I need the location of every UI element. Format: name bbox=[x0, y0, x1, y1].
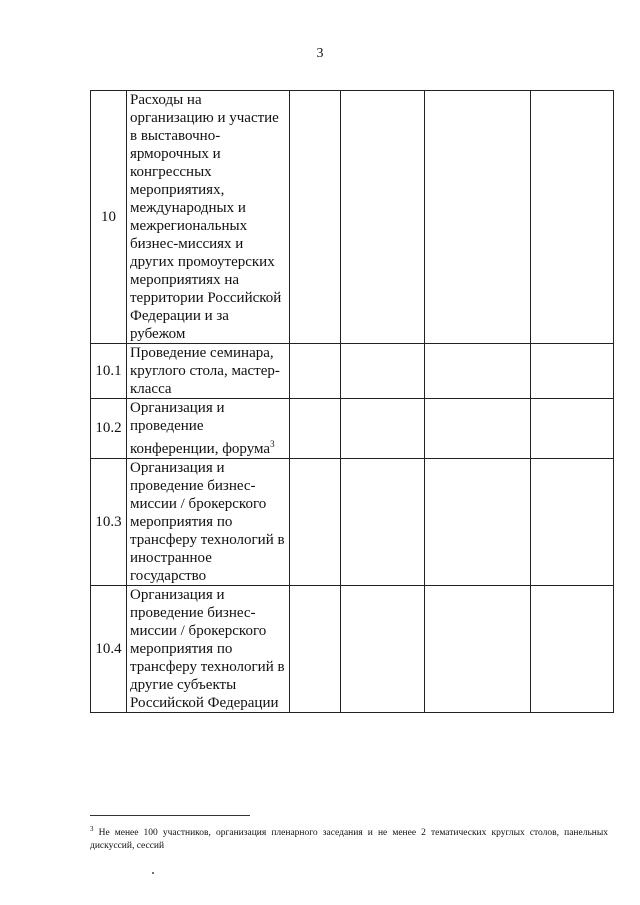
footnote-text: Не менее 100 участников, организация пленарного заседания и не менее 2 тематических круглых столов, панельных дискуссий, сессий bbox=[90, 828, 609, 852]
empty-cell bbox=[531, 344, 614, 399]
row-name: Проведение семинара, круглого стола, мастер-класса bbox=[130, 345, 280, 397]
empty-cell bbox=[290, 91, 341, 344]
table-row bbox=[91, 91, 614, 344]
row-name-cell bbox=[127, 344, 290, 399]
empty-cell bbox=[290, 586, 341, 713]
empty-cell bbox=[290, 344, 341, 399]
row-number: 10.2 bbox=[91, 399, 127, 459]
table-row bbox=[91, 344, 614, 399]
row-number: 10.1 bbox=[91, 344, 127, 399]
row-name: Организация и проведение бизнес-миссии / брокерского мероприятия по трансферу технологий в другие субъекты Российской Федерации bbox=[130, 587, 285, 711]
empty-cell bbox=[290, 399, 341, 459]
footnote bbox=[90, 823, 608, 853]
empty-cell bbox=[341, 344, 425, 399]
empty-cell bbox=[425, 586, 531, 713]
row-name: Организация и проведение конференции, форума bbox=[130, 400, 271, 457]
footnote-mark: 3 bbox=[90, 825, 94, 833]
footnote-reference: 3 bbox=[270, 439, 275, 449]
empty-cell bbox=[425, 459, 531, 586]
row-name-cell bbox=[127, 91, 290, 344]
empty-cell bbox=[425, 91, 531, 344]
row-name: Расходы на организацию и участие в выставочно-ярморочных и конгрессных мероприятиях, международных и межрегиональных бизнес-миссиях и других промоутерских мероприятиях на территории Российской Федерации и за рубежом bbox=[130, 92, 282, 342]
expense-table bbox=[90, 90, 614, 713]
empty-cell bbox=[341, 459, 425, 586]
row-name-cell bbox=[127, 459, 290, 586]
table-row bbox=[91, 586, 614, 713]
empty-cell bbox=[341, 399, 425, 459]
empty-cell bbox=[531, 459, 614, 586]
footnote-divider bbox=[90, 815, 250, 816]
row-name-cell bbox=[127, 586, 290, 713]
empty-cell bbox=[425, 399, 531, 459]
empty-cell bbox=[531, 91, 614, 344]
empty-cell bbox=[425, 344, 531, 399]
row-name-with-footnote bbox=[130, 399, 287, 458]
row-number: 10.3 bbox=[91, 459, 127, 586]
empty-cell bbox=[531, 586, 614, 713]
row-name-cell bbox=[127, 399, 290, 459]
table-row bbox=[91, 399, 614, 459]
empty-cell bbox=[290, 459, 341, 586]
row-number: 10.4 bbox=[91, 586, 127, 713]
page-number: 3 bbox=[316, 46, 324, 61]
empty-cell bbox=[341, 586, 425, 713]
empty-cell bbox=[341, 91, 425, 344]
row-number: 10 bbox=[91, 91, 127, 344]
table-row bbox=[91, 459, 614, 586]
scan-speck bbox=[152, 872, 154, 874]
empty-cell bbox=[531, 399, 614, 459]
row-name: Организация и проведение бизнес-миссии / брокерского мероприятия по трансферу технологий в иностранное государство bbox=[130, 460, 285, 584]
